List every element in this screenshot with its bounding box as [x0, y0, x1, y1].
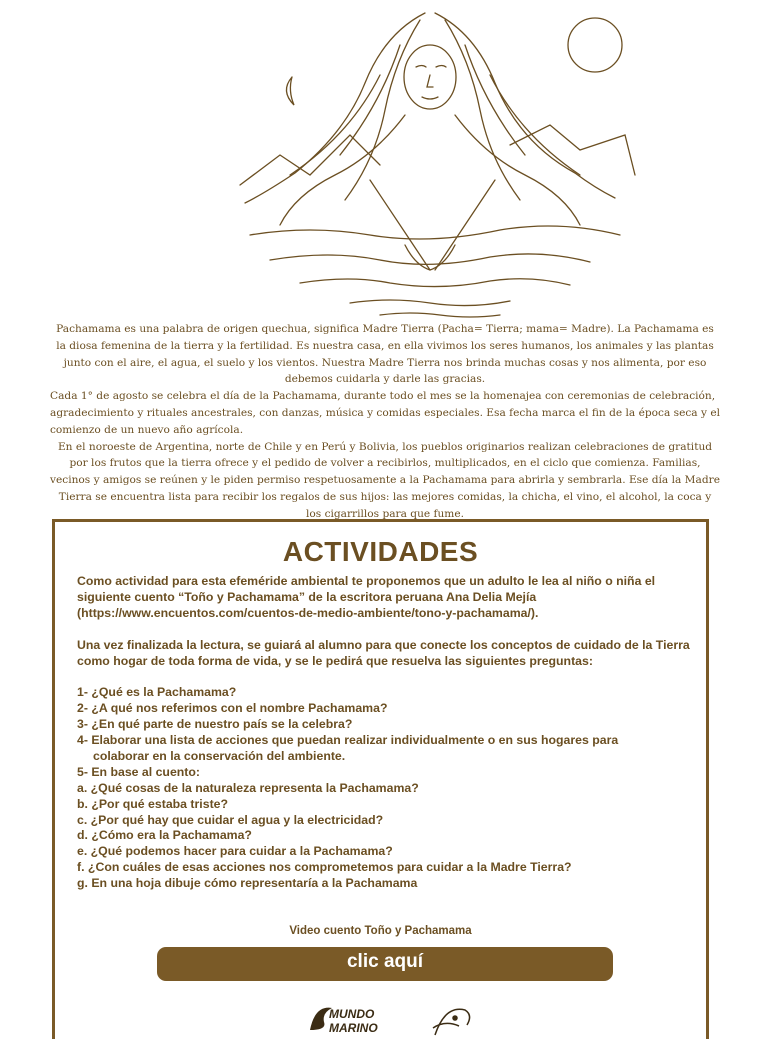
intro-paragraph-1: Pachamama es una palabra de origen quechua, significa Madre Tierra (Pacha= Tierra; mama= Madre). La Pachamama es la diosa femenina de la tierra y la fertilidad. Es nuestra casa, en ella vivimos los seres humanos, los animales y las plantas junto con el aire, el agua, el suelo y los vientos. Nuestra Madre Tierra nos brinda muchas cosas y nos alimenta, por eso debemos cuidarla y darle las gracias. — [56, 323, 714, 386]
activities-box — [52, 519, 709, 1039]
fundacion-logo-icon — [433, 1009, 470, 1035]
question-g: g. En una hoja dibuje cómo representaría a la Pachamama — [77, 876, 418, 891]
pachamama-illustration — [230, 5, 640, 320]
question-3: 3- ¿En qué parte de nuestro país se la celebra? — [77, 717, 353, 732]
moon-icon — [286, 77, 294, 105]
mundo-marino-logo — [310, 1007, 378, 1035]
sun-icon — [568, 18, 622, 72]
question-c: c. ¿Por qué hay que cuidar el agua y la electricidad? — [77, 812, 384, 827]
activities-paragraph-2: Una vez finalizada la lectura, se guiará al alumno para que conecte los conceptos de cuidado de la Tierra como hogar de toda forma de vida, y se le pedirá que resuelva las siguientes preguntas: — [77, 637, 690, 668]
question-5: 5- En base al cuento: — [77, 764, 200, 779]
intro-paragraph-3: En el noroeste de Argentina, norte de Chile y en Perú y Bolivia, los pueblos originarios realizan celebraciones de gratitud por los frutos que la tierra ofrece y el pedido de volver a recibirlos, multiplicados, en el ciclo que comienza. Familias, vecinos y amigos se reúnen y le piden permiso respetuosamente a la Pachamama para abrirla y sembrarla. Ese día la Madre Tierra se encuentra lista para recibir los regalos de sus hijos: las mejores comidas, la chicha, el vino, el alcohol, la coca y los cigarrillos para que fume. — [50, 440, 720, 520]
question-2: 2- ¿A qué nos referimos con el nombre Pachamama? — [77, 701, 388, 716]
activities-paragraph-1: Como actividad para esta efeméride ambiental te proponemos que un adulto le lea al niño o niña el siguiente cuento “Toño y Pachamama” de la escritora peruana Ana Delia Mejía (https://www.encuentos.com/cuentos-de-medio-ambiente/tono-y-pachamama/). — [77, 574, 656, 620]
activities-body — [77, 574, 697, 892]
activities-title: ACTIVIDADES — [282, 536, 479, 567]
question-4: 4- Elaborar una lista de acciones que puedan realizar individualmente o en sus hogares para — [77, 733, 619, 748]
question-d: d. ¿Cómo era la Pachamama? — [77, 828, 252, 843]
intro-text — [50, 321, 720, 523]
question-b: b. ¿Por qué estaba triste? — [77, 796, 229, 811]
logo-mundo-text: MUNDO — [329, 1007, 375, 1021]
question-f: f. ¿Con cuáles de esas acciones nos comprometemos para cuidar a la Madre Tierra? — [77, 860, 572, 875]
logo-marino-text: MARINO — [329, 1021, 378, 1035]
question-a: a. ¿Qué cosas de la naturaleza representa la Pachamama? — [77, 780, 419, 795]
question-1: 1- ¿Qué es la Pachamama? — [77, 685, 237, 700]
intro-paragraph-2: Cada 1° de agosto se celebra el día de la Pachamama, durante todo el mes se la homenajea con ceremonias de celebración, agradecimiento y rituales ancestrales, con danzas, música y comidas especiales. Esa fecha marca el fin de la época seca y el comienzo de un nuevo año agrícola. — [50, 390, 720, 436]
question-e: e. ¿Qué podemos hacer para cuidar a la Pachamama? — [77, 844, 393, 859]
logos — [305, 1000, 505, 1040]
video-label: Video cuento Toño y Pachamama — [289, 925, 472, 937]
clic-aqui-button[interactable]: clic aquí — [157, 947, 613, 981]
question-4-continued: colaborar en la conservación del ambiente. — [93, 748, 346, 763]
